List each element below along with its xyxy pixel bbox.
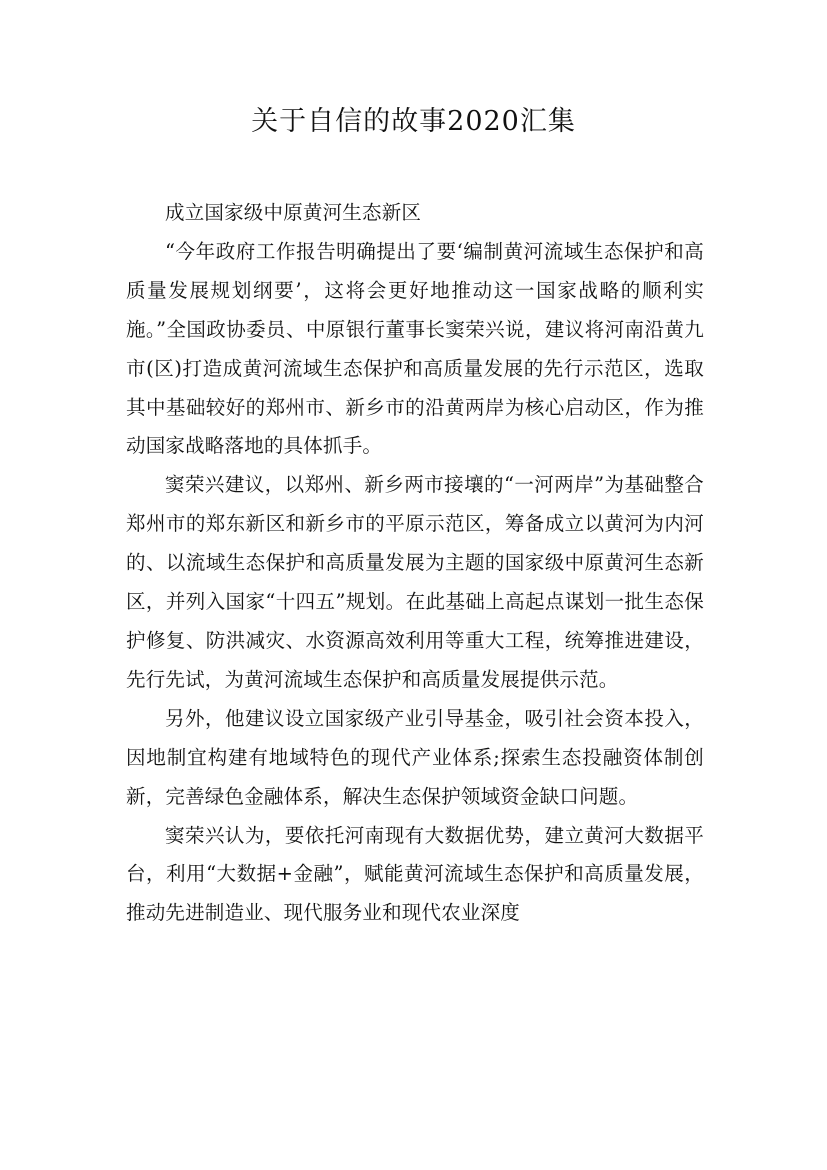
paragraph-heading: 成立国家级中原黄河生态新区 <box>165 201 422 224</box>
document-body <box>126 194 704 933</box>
paragraph: 另外，他建议设立国家级产业引导基金，吸引社会资本投入，因地制宜构建有地域特色的现代产业体系;探索生态投融资体制创新，完善绿色金融体系，解决生态保护领域资金缺口问题。 <box>126 706 704 808</box>
paragraph: “今年政府工作报告明确提出了要‘编制黄河流域生态保护和高质量发展规划纲要’，这将会更好地推动这一国家战略的顺利实施。”全国政协委员、中原银行董事长窦荣兴说，建议将河南沿黄九市(区)打造成黄河流域生态保护和高质量发展的先行示范区，选取其中基础较好的郑州市、新乡市的沿黄两岸为核心启动区，作为推动国家战略落地的具体抓手。 <box>126 239 704 458</box>
document-title: 关于自信的故事2020汇集 <box>251 106 576 137</box>
paragraph: 窦荣兴认为，要依托河南现有大数据优势，建立黄河大数据平台，利用“大数据+金融”，赋能黄河流域生态保护和高质量发展，推动先进制造业、现代服务业和现代农业深度 <box>126 823 704 925</box>
paragraph: 窦荣兴建议，以郑州、新乡两市接壤的“一河两岸”为基础整合郑州市的郑东新区和新乡市的平原示范区，筹备成立以黄河为内河的、以流域生态保护和高质量发展为主题的国家级中原黄河生态新区，并列入国家“十四五”规划。在此基础上高起点谋划一批生态保护修复、防洪减灾、水资源高效利用等重大工程，统筹推进建设，先行先试，为黄河流域生态保护和高质量发展提供示范。 <box>126 473 704 691</box>
